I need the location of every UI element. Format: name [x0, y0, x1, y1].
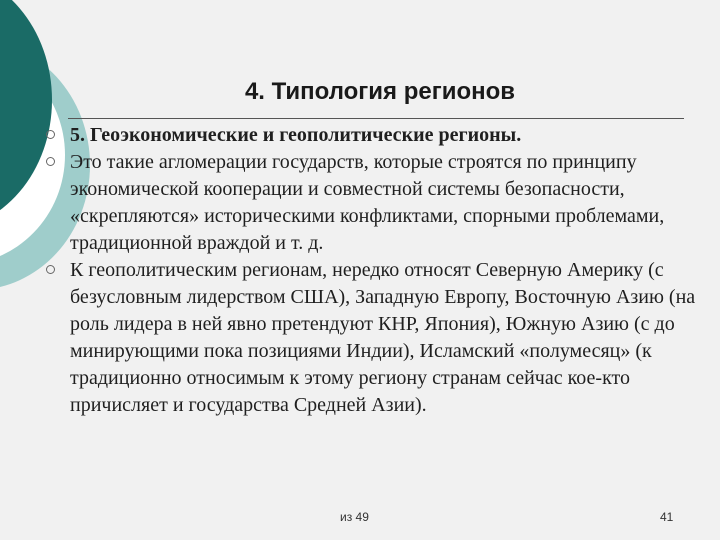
- page-of-label: из 49: [340, 510, 369, 524]
- bullet-text: Это такие агломерации государств, которые строятся по принципу экономической кооперации и совместной системы безопасности, «скрепляются» историческими конфликтами, спорными проблемами, традиционной враждой и т. д.: [70, 151, 665, 254]
- bullet-item: [46, 257, 700, 419]
- bullet-circle-icon: [46, 157, 55, 166]
- page-number: 41: [660, 510, 674, 524]
- slide-body: [46, 122, 700, 419]
- bullet-circle-icon: [46, 130, 55, 139]
- title-divider: [68, 118, 684, 119]
- bullet-text: К геополитическим регионам, нередко относят Северную Америку (с безусловным лидерством США), Западную Европу, Восточную Азию (на роль лидера в ней явно претендуют КНР, Япония), Южную Азию (с до минирующими пока позициями Индии), Исламский «полумесяц» (к традиционно относимым к этому региону странам сейчас кое-кто причисляет и государства Средней Азии).: [70, 259, 696, 416]
- bullet-circle-icon: [46, 265, 55, 274]
- bullet-text: 5. Геоэкономические и геополитические регионы.: [70, 124, 522, 146]
- slide-title: 4. Типология регионов: [244, 78, 516, 105]
- bullet-item: [46, 122, 700, 149]
- bullet-item: [46, 149, 700, 257]
